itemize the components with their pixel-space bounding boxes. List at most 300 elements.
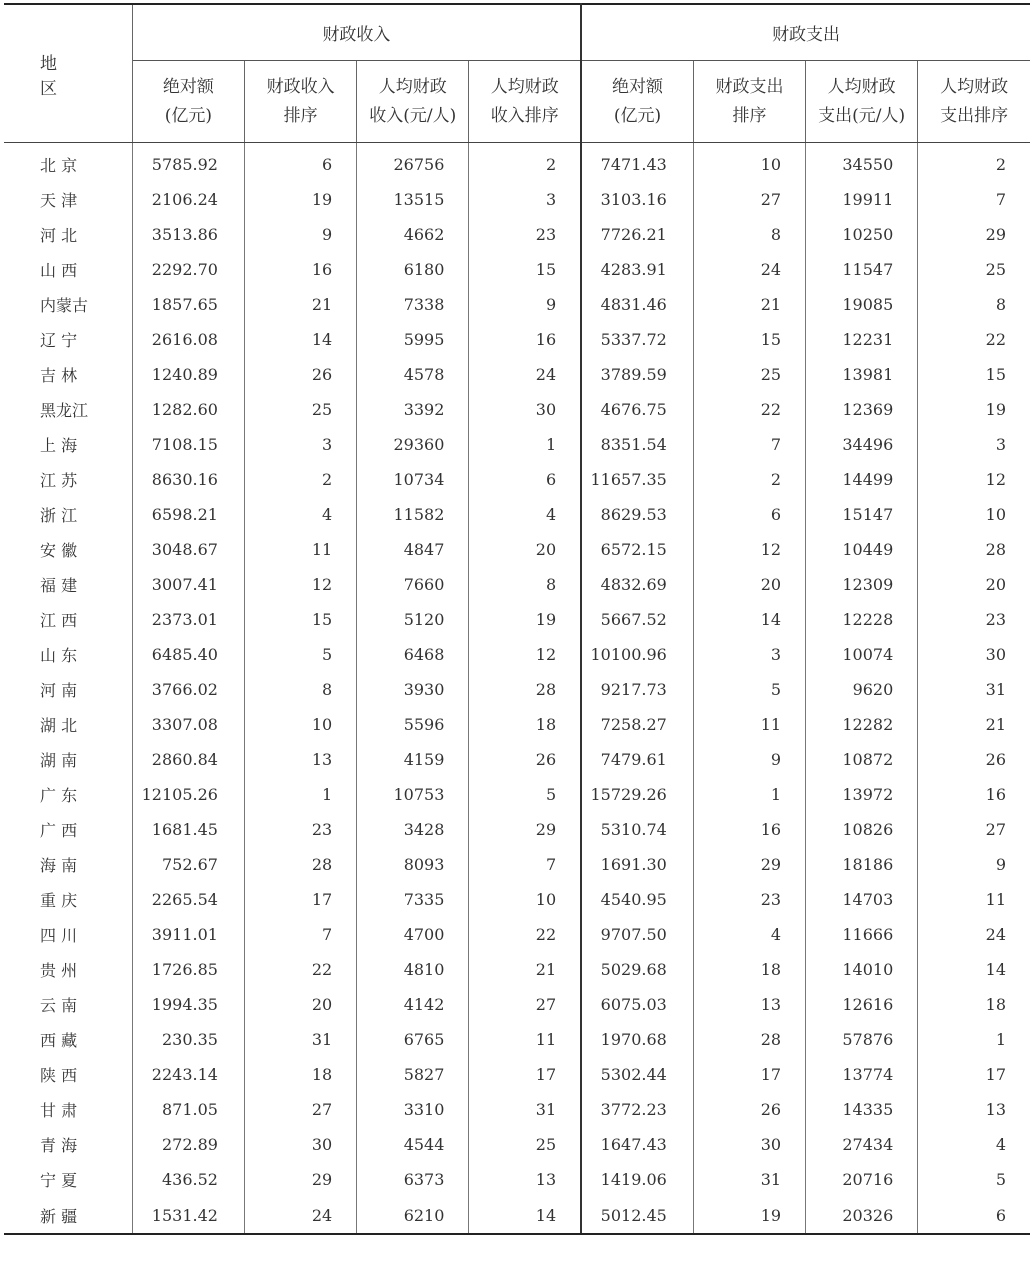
- revenue-amount-cell: 6598.21: [132, 497, 244, 532]
- revenue-rank-cell: 8: [244, 672, 356, 707]
- revenue-per-capita-rank-cell: 1: [469, 427, 581, 462]
- column-header: 人均财政 收入排序: [469, 61, 581, 143]
- region-cell: 山 西: [40, 261, 78, 280]
- region-cell: 云 南: [40, 996, 78, 1015]
- revenue-per-capita-cell: 7335: [357, 882, 469, 917]
- expenditure-per-capita-rank-cell: 4: [918, 1127, 1030, 1162]
- region-cell: 上 海: [40, 436, 78, 455]
- revenue-rank-cell: 25: [244, 392, 356, 427]
- revenue-per-capita-cell: 5596: [357, 707, 469, 742]
- revenue-amount-cell: 2860.84: [132, 742, 244, 777]
- revenue-per-capita-rank-cell: 31: [469, 1092, 581, 1127]
- table-row: [4, 1127, 1030, 1162]
- region-cell: 贵 州: [40, 961, 78, 980]
- revenue-rank-cell: 3: [244, 427, 356, 462]
- expenditure-group-header: 财政支出: [581, 4, 1030, 61]
- revenue-per-capita-rank-cell: 14: [469, 1197, 581, 1234]
- revenue-per-capita-rank-cell: 26: [469, 742, 581, 777]
- table-row: [4, 847, 1030, 882]
- expenditure-rank-cell: 4: [693, 917, 805, 952]
- revenue-rank-cell: 18: [244, 1057, 356, 1092]
- revenue-amount-cell: 2373.01: [132, 602, 244, 637]
- expenditure-per-capita-cell: 9620: [806, 672, 918, 707]
- table-row: [4, 357, 1030, 392]
- region-cell: 陕 西: [40, 1066, 78, 1085]
- expenditure-per-capita-rank-cell: 9: [918, 847, 1030, 882]
- expenditure-rank-cell: 29: [693, 847, 805, 882]
- expenditure-per-capita-cell: 14010: [806, 952, 918, 987]
- revenue-rank-cell: 30: [244, 1127, 356, 1162]
- expenditure-per-capita-rank-cell: 18: [918, 987, 1030, 1022]
- region-cell: 河 北: [40, 226, 78, 245]
- revenue-rank-cell: 31: [244, 1022, 356, 1057]
- revenue-amount-cell: 230.35: [132, 1022, 244, 1057]
- revenue-per-capita-cell: 8093: [357, 847, 469, 882]
- expenditure-per-capita-rank-cell: 13: [918, 1092, 1030, 1127]
- table-row: [4, 462, 1030, 497]
- revenue-rank-cell: 16: [244, 252, 356, 287]
- expenditure-amount-cell: 3772.23: [581, 1092, 693, 1127]
- expenditure-per-capita-cell: 14335: [806, 1092, 918, 1127]
- revenue-per-capita-cell: 10734: [357, 462, 469, 497]
- revenue-per-capita-rank-cell: 13: [469, 1162, 581, 1197]
- expenditure-per-capita-rank-cell: 1: [918, 1022, 1030, 1057]
- expenditure-per-capita-rank-cell: 6: [918, 1197, 1030, 1234]
- revenue-per-capita-rank-cell: 5: [469, 777, 581, 812]
- table-body: [4, 143, 1030, 1235]
- region-cell: 青 海: [40, 1136, 78, 1155]
- fiscal-table: [4, 3, 1030, 1235]
- expenditure-amount-cell: 3103.16: [581, 182, 693, 217]
- revenue-per-capita-rank-cell: 12: [469, 637, 581, 672]
- revenue-rank-cell: 28: [244, 847, 356, 882]
- expenditure-rank-cell: 8: [693, 217, 805, 252]
- expenditure-amount-cell: 3789.59: [581, 357, 693, 392]
- table-row: [4, 1092, 1030, 1127]
- revenue-per-capita-cell: 6180: [357, 252, 469, 287]
- table-row: [4, 287, 1030, 322]
- revenue-amount-cell: 871.05: [132, 1092, 244, 1127]
- revenue-per-capita-rank-cell: 19: [469, 602, 581, 637]
- expenditure-per-capita-rank-cell: 31: [918, 672, 1030, 707]
- expenditure-per-capita-cell: 20716: [806, 1162, 918, 1197]
- column-header: 人均财政 支出排序: [918, 61, 1030, 143]
- expenditure-per-capita-rank-cell: 27: [918, 812, 1030, 847]
- region-cell: 安 徽: [40, 541, 78, 560]
- revenue-per-capita-rank-cell: 23: [469, 217, 581, 252]
- expenditure-per-capita-cell: 10826: [806, 812, 918, 847]
- revenue-amount-cell: 1681.45: [132, 812, 244, 847]
- revenue-rank-cell: 17: [244, 882, 356, 917]
- expenditure-amount-cell: 9217.73: [581, 672, 693, 707]
- revenue-per-capita-cell: 5120: [357, 602, 469, 637]
- revenue-rank-cell: 23: [244, 812, 356, 847]
- table-row: [4, 427, 1030, 462]
- revenue-rank-cell: 22: [244, 952, 356, 987]
- region-cell: 四 川: [40, 926, 78, 945]
- revenue-per-capita-rank-cell: 30: [469, 392, 581, 427]
- region-cell: 天 津: [40, 191, 78, 210]
- expenditure-per-capita-cell: 10250: [806, 217, 918, 252]
- revenue-amount-cell: 3513.86: [132, 217, 244, 252]
- table-header: [4, 4, 1030, 143]
- expenditure-per-capita-cell: 12616: [806, 987, 918, 1022]
- revenue-per-capita-cell: 4847: [357, 532, 469, 567]
- table-row: [4, 1162, 1030, 1197]
- expenditure-per-capita-rank-cell: 19: [918, 392, 1030, 427]
- revenue-per-capita-rank-cell: 2: [469, 143, 581, 183]
- revenue-amount-cell: 1994.35: [132, 987, 244, 1022]
- table-row: [4, 1197, 1030, 1234]
- expenditure-per-capita-rank-cell: 2: [918, 143, 1030, 183]
- expenditure-rank-cell: 16: [693, 812, 805, 847]
- expenditure-amount-cell: 15729.26: [581, 777, 693, 812]
- revenue-rank-cell: 27: [244, 1092, 356, 1127]
- revenue-per-capita-rank-cell: 17: [469, 1057, 581, 1092]
- revenue-per-capita-rank-cell: 10: [469, 882, 581, 917]
- revenue-amount-cell: 2616.08: [132, 322, 244, 357]
- revenue-per-capita-rank-cell: 16: [469, 322, 581, 357]
- region-cell: 重 庆: [40, 891, 78, 910]
- table-row: [4, 217, 1030, 252]
- expenditure-amount-cell: 5029.68: [581, 952, 693, 987]
- expenditure-amount-cell: 1691.30: [581, 847, 693, 882]
- expenditure-per-capita-cell: 12228: [806, 602, 918, 637]
- table-row: [4, 777, 1030, 812]
- expenditure-per-capita-rank-cell: 28: [918, 532, 1030, 567]
- revenue-rank-cell: 26: [244, 357, 356, 392]
- revenue-rank-cell: 9: [244, 217, 356, 252]
- revenue-per-capita-cell: 4142: [357, 987, 469, 1022]
- region-cell: 广 东: [40, 786, 78, 805]
- revenue-rank-cell: 29: [244, 1162, 356, 1197]
- revenue-amount-cell: 1240.89: [132, 357, 244, 392]
- region-cell: 北 京: [40, 156, 78, 175]
- revenue-rank-cell: 5: [244, 637, 356, 672]
- expenditure-per-capita-cell: 15147: [806, 497, 918, 532]
- revenue-amount-cell: 436.52: [132, 1162, 244, 1197]
- revenue-amount-cell: 3048.67: [132, 532, 244, 567]
- expenditure-rank-cell: 2: [693, 462, 805, 497]
- revenue-rank-cell: 7: [244, 917, 356, 952]
- revenue-per-capita-cell: 26756: [357, 143, 469, 183]
- expenditure-amount-cell: 7479.61: [581, 742, 693, 777]
- revenue-amount-cell: 5785.92: [132, 143, 244, 183]
- expenditure-per-capita-cell: 19911: [806, 182, 918, 217]
- expenditure-per-capita-rank-cell: 11: [918, 882, 1030, 917]
- expenditure-rank-cell: 18: [693, 952, 805, 987]
- expenditure-per-capita-rank-cell: 24: [918, 917, 1030, 952]
- revenue-rank-cell: 12: [244, 567, 356, 602]
- region-cell: 宁 夏: [40, 1171, 78, 1190]
- expenditure-rank-cell: 22: [693, 392, 805, 427]
- revenue-rank-cell: 21: [244, 287, 356, 322]
- expenditure-rank-cell: 20: [693, 567, 805, 602]
- region-header: 地 区: [4, 4, 132, 143]
- region-cell: 黑龙江: [40, 401, 89, 420]
- revenue-per-capita-rank-cell: 9: [469, 287, 581, 322]
- revenue-per-capita-rank-cell: 25: [469, 1127, 581, 1162]
- revenue-rank-cell: 24: [244, 1197, 356, 1234]
- expenditure-per-capita-rank-cell: 30: [918, 637, 1030, 672]
- revenue-amount-cell: 3766.02: [132, 672, 244, 707]
- table-row: [4, 182, 1030, 217]
- expenditure-per-capita-cell: 14499: [806, 462, 918, 497]
- revenue-rank-cell: 15: [244, 602, 356, 637]
- revenue-per-capita-rank-cell: 21: [469, 952, 581, 987]
- revenue-amount-cell: 3307.08: [132, 707, 244, 742]
- expenditure-amount-cell: 4283.91: [581, 252, 693, 287]
- region-cell: 西 藏: [40, 1031, 78, 1050]
- revenue-rank-cell: 1: [244, 777, 356, 812]
- expenditure-per-capita-cell: 11666: [806, 917, 918, 952]
- table-row: [4, 882, 1030, 917]
- revenue-per-capita-rank-cell: 7: [469, 847, 581, 882]
- column-header: 人均财政 收入(元/人): [357, 61, 469, 143]
- revenue-rank-cell: 6: [244, 143, 356, 183]
- revenue-per-capita-cell: 11582: [357, 497, 469, 532]
- revenue-per-capita-cell: 4662: [357, 217, 469, 252]
- revenue-per-capita-cell: 4544: [357, 1127, 469, 1162]
- revenue-per-capita-cell: 10753: [357, 777, 469, 812]
- expenditure-per-capita-cell: 13972: [806, 777, 918, 812]
- expenditure-per-capita-rank-cell: 10: [918, 497, 1030, 532]
- expenditure-rank-cell: 6: [693, 497, 805, 532]
- region-cell: 江 苏: [40, 471, 78, 490]
- revenue-amount-cell: 1857.65: [132, 287, 244, 322]
- revenue-per-capita-rank-cell: 24: [469, 357, 581, 392]
- column-header: 绝对额 (亿元): [581, 61, 693, 143]
- expenditure-per-capita-cell: 57876: [806, 1022, 918, 1057]
- revenue-per-capita-rank-cell: 11: [469, 1022, 581, 1057]
- expenditure-per-capita-rank-cell: 16: [918, 777, 1030, 812]
- revenue-rank-cell: 13: [244, 742, 356, 777]
- table-row: [4, 637, 1030, 672]
- table-row: [4, 987, 1030, 1022]
- revenue-per-capita-rank-cell: 22: [469, 917, 581, 952]
- expenditure-per-capita-cell: 12282: [806, 707, 918, 742]
- revenue-per-capita-cell: 6210: [357, 1197, 469, 1234]
- revenue-per-capita-rank-cell: 8: [469, 567, 581, 602]
- revenue-per-capita-rank-cell: 20: [469, 532, 581, 567]
- revenue-amount-cell: 12105.26: [132, 777, 244, 812]
- expenditure-per-capita-rank-cell: 26: [918, 742, 1030, 777]
- region-cell: 甘 肃: [40, 1101, 78, 1120]
- expenditure-per-capita-rank-cell: 17: [918, 1057, 1030, 1092]
- expenditure-per-capita-rank-cell: 5: [918, 1162, 1030, 1197]
- revenue-rank-cell: 19: [244, 182, 356, 217]
- expenditure-per-capita-cell: 13774: [806, 1057, 918, 1092]
- expenditure-per-capita-rank-cell: 15: [918, 357, 1030, 392]
- expenditure-rank-cell: 10: [693, 143, 805, 183]
- expenditure-rank-cell: 28: [693, 1022, 805, 1057]
- revenue-per-capita-rank-cell: 4: [469, 497, 581, 532]
- table-row: [4, 952, 1030, 987]
- revenue-per-capita-cell: 4578: [357, 357, 469, 392]
- region-cell: 山 东: [40, 646, 78, 665]
- table-row: [4, 672, 1030, 707]
- revenue-amount-cell: 7108.15: [132, 427, 244, 462]
- revenue-per-capita-rank-cell: 15: [469, 252, 581, 287]
- revenue-per-capita-rank-cell: 6: [469, 462, 581, 497]
- expenditure-amount-cell: 1970.68: [581, 1022, 693, 1057]
- revenue-amount-cell: 2265.54: [132, 882, 244, 917]
- revenue-rank-cell: 14: [244, 322, 356, 357]
- revenue-group-header: 财政收入: [132, 4, 581, 61]
- revenue-per-capita-cell: 7338: [357, 287, 469, 322]
- table-row: [4, 1022, 1030, 1057]
- revenue-per-capita-rank-cell: 28: [469, 672, 581, 707]
- region-cell: 广 西: [40, 821, 78, 840]
- revenue-amount-cell: 1531.42: [132, 1197, 244, 1234]
- region-cell: 海 南: [40, 856, 78, 875]
- table-row: [4, 497, 1030, 532]
- table-row: [4, 252, 1030, 287]
- revenue-rank-cell: 11: [244, 532, 356, 567]
- expenditure-amount-cell: 4832.69: [581, 567, 693, 602]
- table-row: [4, 567, 1030, 602]
- expenditure-rank-cell: 31: [693, 1162, 805, 1197]
- revenue-rank-cell: 4: [244, 497, 356, 532]
- revenue-per-capita-rank-cell: 27: [469, 987, 581, 1022]
- column-header: 财政支出 排序: [693, 61, 805, 143]
- expenditure-rank-cell: 26: [693, 1092, 805, 1127]
- revenue-rank-cell: 20: [244, 987, 356, 1022]
- expenditure-amount-cell: 1647.43: [581, 1127, 693, 1162]
- expenditure-rank-cell: 27: [693, 182, 805, 217]
- expenditure-per-capita-cell: 14703: [806, 882, 918, 917]
- expenditure-rank-cell: 5: [693, 672, 805, 707]
- revenue-per-capita-cell: 4810: [357, 952, 469, 987]
- table-row: [4, 917, 1030, 952]
- expenditure-per-capita-rank-cell: 7: [918, 182, 1030, 217]
- revenue-per-capita-cell: 13515: [357, 182, 469, 217]
- expenditure-amount-cell: 9707.50: [581, 917, 693, 952]
- expenditure-amount-cell: 6572.15: [581, 532, 693, 567]
- expenditure-per-capita-cell: 13981: [806, 357, 918, 392]
- table-row: [4, 322, 1030, 357]
- expenditure-amount-cell: 1419.06: [581, 1162, 693, 1197]
- revenue-amount-cell: 6485.40: [132, 637, 244, 672]
- expenditure-rank-cell: 19: [693, 1197, 805, 1234]
- region-cell: 江 西: [40, 611, 78, 630]
- expenditure-amount-cell: 8629.53: [581, 497, 693, 532]
- column-header: 人均财政 支出(元/人): [806, 61, 918, 143]
- revenue-per-capita-rank-cell: 3: [469, 182, 581, 217]
- expenditure-amount-cell: 7726.21: [581, 217, 693, 252]
- expenditure-rank-cell: 30: [693, 1127, 805, 1162]
- region-cell: 福 建: [40, 576, 78, 595]
- revenue-amount-cell: 3007.41: [132, 567, 244, 602]
- revenue-rank-cell: 2: [244, 462, 356, 497]
- revenue-amount-cell: 2243.14: [132, 1057, 244, 1092]
- revenue-amount-cell: 1726.85: [132, 952, 244, 987]
- expenditure-per-capita-cell: 27434: [806, 1127, 918, 1162]
- expenditure-amount-cell: 4831.46: [581, 287, 693, 322]
- expenditure-per-capita-rank-cell: 20: [918, 567, 1030, 602]
- expenditure-per-capita-cell: 11547: [806, 252, 918, 287]
- revenue-per-capita-cell: 5827: [357, 1057, 469, 1092]
- revenue-per-capita-rank-cell: 18: [469, 707, 581, 742]
- expenditure-rank-cell: 17: [693, 1057, 805, 1092]
- revenue-per-capita-cell: 4700: [357, 917, 469, 952]
- revenue-amount-cell: 752.67: [132, 847, 244, 882]
- revenue-amount-cell: 3911.01: [132, 917, 244, 952]
- expenditure-amount-cell: 5667.52: [581, 602, 693, 637]
- expenditure-rank-cell: 21: [693, 287, 805, 322]
- revenue-per-capita-cell: 7660: [357, 567, 469, 602]
- expenditure-per-capita-rank-cell: 14: [918, 952, 1030, 987]
- revenue-amount-cell: 2106.24: [132, 182, 244, 217]
- expenditure-amount-cell: 11657.35: [581, 462, 693, 497]
- expenditure-per-capita-rank-cell: 25: [918, 252, 1030, 287]
- table-row: [4, 1057, 1030, 1092]
- revenue-per-capita-cell: 6468: [357, 637, 469, 672]
- table-row: [4, 707, 1030, 742]
- table-row: [4, 812, 1030, 847]
- revenue-per-capita-cell: 3392: [357, 392, 469, 427]
- expenditure-per-capita-rank-cell: 3: [918, 427, 1030, 462]
- table-row: [4, 742, 1030, 777]
- expenditure-rank-cell: 9: [693, 742, 805, 777]
- expenditure-rank-cell: 11: [693, 707, 805, 742]
- table-row: [4, 143, 1030, 183]
- expenditure-per-capita-cell: 19085: [806, 287, 918, 322]
- expenditure-amount-cell: 5012.45: [581, 1197, 693, 1234]
- expenditure-rank-cell: 3: [693, 637, 805, 672]
- region-cell: 浙 江: [40, 506, 78, 525]
- expenditure-per-capita-cell: 10449: [806, 532, 918, 567]
- revenue-per-capita-cell: 6373: [357, 1162, 469, 1197]
- expenditure-per-capita-cell: 10872: [806, 742, 918, 777]
- expenditure-amount-cell: 7471.43: [581, 143, 693, 183]
- expenditure-rank-cell: 15: [693, 322, 805, 357]
- expenditure-per-capita-rank-cell: 23: [918, 602, 1030, 637]
- region-cell: 辽 宁: [40, 331, 78, 350]
- expenditure-per-capita-cell: 12369: [806, 392, 918, 427]
- revenue-per-capita-cell: 6765: [357, 1022, 469, 1057]
- expenditure-rank-cell: 12: [693, 532, 805, 567]
- table-row: [4, 602, 1030, 637]
- expenditure-amount-cell: 8351.54: [581, 427, 693, 462]
- revenue-per-capita-rank-cell: 29: [469, 812, 581, 847]
- expenditure-rank-cell: 1: [693, 777, 805, 812]
- table-row: [4, 392, 1030, 427]
- revenue-per-capita-cell: 3930: [357, 672, 469, 707]
- expenditure-per-capita-cell: 34496: [806, 427, 918, 462]
- expenditure-per-capita-cell: 10074: [806, 637, 918, 672]
- expenditure-amount-cell: 5310.74: [581, 812, 693, 847]
- expenditure-per-capita-rank-cell: 22: [918, 322, 1030, 357]
- revenue-amount-cell: 2292.70: [132, 252, 244, 287]
- revenue-per-capita-cell: 3428: [357, 812, 469, 847]
- expenditure-amount-cell: 5302.44: [581, 1057, 693, 1092]
- expenditure-amount-cell: 7258.27: [581, 707, 693, 742]
- region-cell: 湖 北: [40, 716, 78, 735]
- expenditure-per-capita-cell: 18186: [806, 847, 918, 882]
- region-cell: 湖 南: [40, 751, 78, 770]
- region-cell: 新 疆: [4, 1197, 132, 1234]
- expenditure-per-capita-cell: 34550: [806, 143, 918, 183]
- expenditure-per-capita-rank-cell: 21: [918, 707, 1030, 742]
- expenditure-amount-cell: 5337.72: [581, 322, 693, 357]
- expenditure-amount-cell: 10100.96: [581, 637, 693, 672]
- expenditure-amount-cell: 6075.03: [581, 987, 693, 1022]
- region-cell: 河 南: [40, 681, 78, 700]
- expenditure-rank-cell: 24: [693, 252, 805, 287]
- revenue-amount-cell: 1282.60: [132, 392, 244, 427]
- region-cell: 内蒙古: [40, 296, 89, 315]
